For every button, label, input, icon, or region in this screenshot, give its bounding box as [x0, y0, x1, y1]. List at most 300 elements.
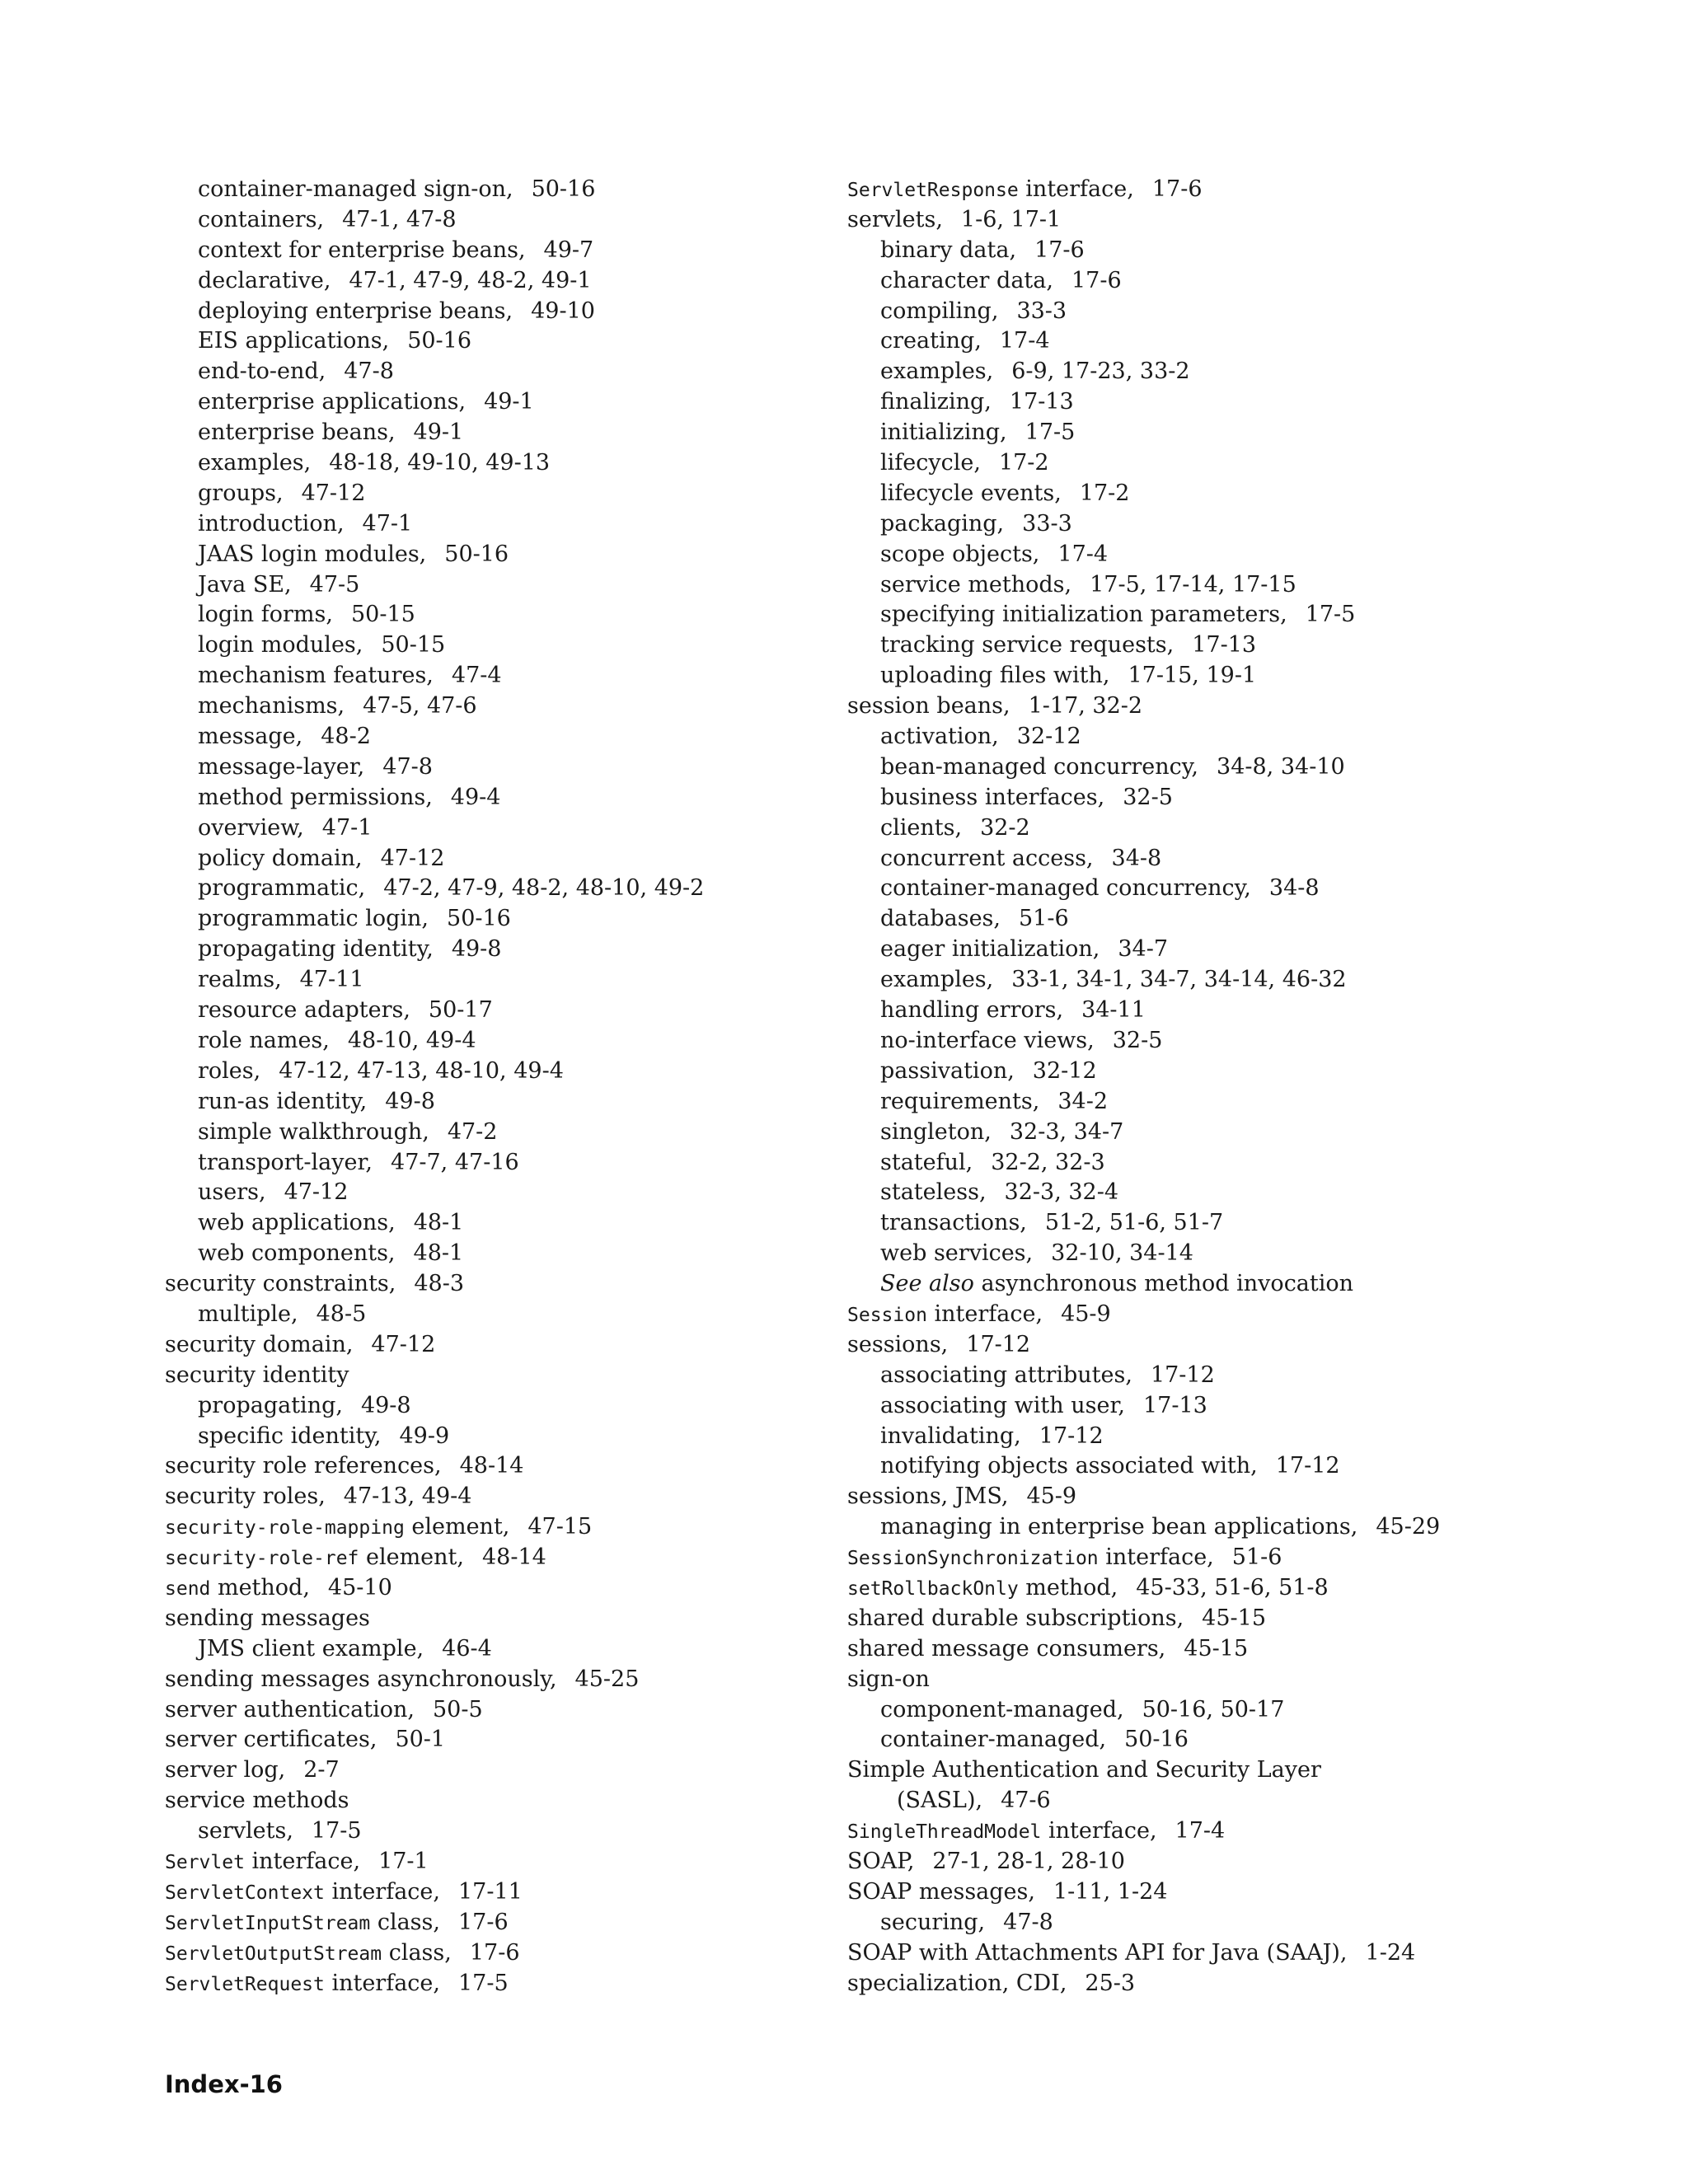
index-entry — [847, 691, 1573, 722]
index-term: securing, — [880, 1909, 986, 1935]
index-term: clients, — [880, 814, 963, 841]
index-term: sessions, — [847, 1331, 949, 1357]
index-term: security domain, — [165, 1331, 354, 1357]
index-page-refs: 49-1 — [484, 389, 534, 415]
index-page-refs: 47-6 — [1001, 1788, 1051, 1814]
index-page-refs: 45-25 — [574, 1666, 640, 1692]
index-page-refs: 48-18, 49-10, 49-13 — [329, 450, 551, 476]
index-entry — [847, 1543, 1573, 1573]
index-term: programmatic, — [198, 875, 366, 902]
index-term: mechanisms, — [198, 693, 345, 719]
index-term: interface, — [1041, 1818, 1157, 1844]
index-page-refs: 17-4 — [1057, 541, 1109, 567]
index-term: web services, — [880, 1240, 1034, 1267]
index-entry — [165, 691, 808, 722]
index-page-refs: 1-24 — [1365, 1939, 1416, 1966]
index-entry — [165, 570, 808, 601]
index-term: run-as identity, — [198, 1088, 368, 1114]
index-entry — [847, 1573, 1573, 1604]
index-page-refs: 47-12, 47-13, 48-10, 49-4 — [279, 1057, 564, 1084]
index-entry — [165, 996, 808, 1026]
index-page-refs: 47-5, 47-6 — [363, 693, 477, 719]
index-page-refs: 1-11, 1-24 — [1053, 1878, 1168, 1905]
index-term-code: SingleThreadModel — [847, 1821, 1042, 1844]
index-term: groups, — [198, 480, 284, 506]
index-entry — [847, 844, 1573, 874]
index-entry — [847, 1512, 1573, 1543]
index-page-refs: 47-1, 47-9, 48-2, 49-1 — [349, 267, 592, 293]
index-term: mechanism features, — [198, 663, 434, 689]
index-entry — [847, 935, 1573, 965]
index-term: roles, — [198, 1057, 261, 1084]
index-page-refs: 33-3 — [1016, 298, 1067, 324]
index-page-refs: 17-6 — [1034, 237, 1085, 263]
index-entry — [847, 904, 1573, 935]
index-term-code: ServletInputStream — [165, 1912, 371, 1934]
index-column-right — [847, 175, 1573, 1999]
index-entry — [165, 205, 808, 236]
index-term: method, — [210, 1574, 310, 1601]
index-entry — [847, 996, 1573, 1026]
index-page-refs: 17-13 — [1192, 632, 1257, 658]
index-term: sending messages — [165, 1605, 370, 1631]
index-entry — [847, 326, 1573, 357]
index-page-refs: 27-1, 28-1, 28-10 — [932, 1848, 1125, 1874]
index-term: associating with user, — [880, 1392, 1125, 1418]
index-term: class, — [370, 1909, 440, 1935]
index-entry — [165, 1816, 808, 1847]
index-page-refs: 33-3 — [1022, 510, 1072, 537]
index-entry — [847, 965, 1573, 996]
index-entry — [847, 1026, 1573, 1057]
index-entry — [847, 874, 1573, 904]
index-entry — [165, 175, 808, 205]
index-entry — [165, 1118, 808, 1148]
index-entry — [165, 1178, 808, 1208]
index-page-refs: 47-8 — [382, 753, 433, 780]
index-entry — [165, 479, 808, 509]
index-page-refs: 49-1 — [413, 419, 464, 446]
index-page-refs: 17-13 — [1009, 389, 1074, 415]
index-term: introduction, — [198, 510, 345, 537]
index-entry — [847, 1148, 1573, 1179]
index-entry — [165, 844, 808, 874]
index-page-refs: 32-2, 32-3 — [991, 1149, 1105, 1175]
index-entry — [165, 448, 808, 479]
index-entry — [847, 1178, 1573, 1208]
index-page-refs: 17-5 — [311, 1818, 362, 1844]
index-entry — [165, 1908, 808, 1938]
index-term: associating attributes, — [880, 1361, 1132, 1388]
index-term: propagating identity, — [198, 936, 434, 963]
index-term: managing in enterprise bean applications, — [880, 1514, 1358, 1540]
index-term: interface, — [244, 1848, 361, 1874]
index-term: JMS client example, — [198, 1635, 424, 1661]
index-term: Simple Authentication and Security Layer — [847, 1757, 1321, 1783]
index-page-refs: 47-13, 49-4 — [343, 1483, 472, 1510]
index-page-refs: 32-12 — [1016, 724, 1081, 750]
index-page-refs: 2-7 — [303, 1757, 340, 1783]
index-entry — [847, 1969, 1573, 1999]
index-term: examples, — [880, 967, 994, 993]
index-page-refs: 47-15 — [528, 1514, 593, 1540]
index-entry — [847, 1786, 1573, 1816]
index-term: interface, — [1098, 1544, 1214, 1571]
index-term-code: security-role-mapping — [165, 1517, 405, 1540]
index-page-refs: 47-1 — [321, 814, 373, 841]
index-entry — [847, 205, 1573, 236]
index-entry — [847, 1847, 1573, 1877]
index-entry — [165, 1269, 808, 1300]
index-page-refs: 32-3, 34-7 — [1009, 1118, 1124, 1145]
index-term-code: SessionSynchronization — [847, 1548, 1099, 1570]
index-page-refs: 47-2, 47-9, 48-2, 48-10, 49-2 — [383, 875, 705, 902]
index-term: packaging, — [880, 510, 1005, 537]
index-page-refs: 50-16 — [531, 176, 596, 202]
index-page-refs: 49-7 — [543, 237, 594, 263]
index-page-refs: 17-12 — [966, 1331, 1031, 1357]
index-term: security roles, — [165, 1483, 326, 1510]
index-term: propagating, — [198, 1392, 343, 1418]
index-term: specific identity, — [198, 1422, 382, 1449]
index-entry — [165, 1665, 808, 1695]
index-term-code: ServletOutputStream — [165, 1943, 382, 1965]
index-entry — [847, 813, 1573, 844]
index-entry — [847, 1482, 1573, 1512]
index-entry — [165, 1361, 808, 1391]
index-entry — [165, 874, 808, 904]
index-term: no-interface views, — [880, 1027, 1095, 1053]
index-term: shared durable subscriptions, — [847, 1605, 1184, 1631]
index-term: sign-on — [847, 1666, 930, 1692]
index-entry — [165, 1543, 808, 1573]
index-page-refs: 48-10, 49-4 — [347, 1027, 476, 1053]
index-entry — [847, 1361, 1573, 1391]
index-entry — [165, 1634, 808, 1665]
index-page-refs: 50-15 — [381, 632, 446, 658]
index-term: Java SE, — [198, 571, 292, 598]
index-page-refs: 17-11 — [458, 1878, 523, 1905]
index-term: role names, — [198, 1027, 330, 1053]
index-entry — [165, 1938, 808, 1969]
index-page-refs: 46-4 — [442, 1635, 492, 1661]
index-entry — [165, 509, 808, 540]
index-term-code: security-role-ref — [165, 1548, 359, 1570]
index-entry — [847, 540, 1573, 570]
index-entry — [165, 326, 808, 357]
index-page-refs: 47-8 — [1003, 1909, 1053, 1935]
index-term: sending messages asynchronously, — [165, 1666, 557, 1692]
index-page-refs: 47-12 — [284, 1179, 349, 1206]
index-term: handling errors, — [880, 997, 1064, 1024]
index-term: sessions, JMS, — [847, 1483, 1009, 1510]
index-term: examples, — [880, 359, 994, 385]
index-page-refs: 50-16 — [1124, 1727, 1189, 1753]
index-entry — [165, 1300, 808, 1330]
index-term: class, — [382, 1939, 452, 1966]
index-page-refs: 51-2, 51-6, 51-7 — [1044, 1210, 1224, 1236]
index-term: examples, — [198, 450, 312, 476]
index-term: multiple, — [198, 1301, 298, 1327]
index-page-refs: 17-4 — [999, 328, 1050, 354]
index-entry — [165, 1148, 808, 1179]
index-term: security role references, — [165, 1453, 442, 1479]
index-page-refs: 50-16 — [407, 328, 472, 354]
index-term: JAAS login modules, — [198, 541, 427, 567]
index-entry — [165, 1604, 808, 1634]
index-entry — [847, 1634, 1573, 1665]
index-page-refs: 17-6 — [469, 1939, 520, 1966]
index-term: programmatic login, — [198, 906, 429, 932]
index-term: interface, — [926, 1301, 1043, 1327]
index-page-refs: 47-7, 47-16 — [391, 1149, 519, 1175]
index-page-refs: 32-2 — [980, 814, 1030, 841]
index-term: scope objects, — [880, 541, 1040, 567]
index-page-refs: 50-1 — [395, 1727, 446, 1753]
index-term: service methods, — [880, 571, 1072, 598]
index-entry — [165, 1208, 808, 1239]
index-entry — [165, 1786, 808, 1816]
index-page-refs: 48-5 — [316, 1301, 367, 1327]
index-page-refs: 17-4 — [1175, 1818, 1226, 1844]
index-page-refs: 47-8 — [344, 359, 394, 385]
index-entry — [847, 1239, 1573, 1269]
index-entry — [847, 1391, 1573, 1422]
index-entry — [847, 1330, 1573, 1361]
index-term: binary data, — [880, 237, 1017, 263]
index-term-code: setRollbackOnly — [847, 1577, 1019, 1600]
index-page-refs: 50-15 — [350, 602, 415, 628]
index-term: SOAP with Attachments API for Java (SAAJ), — [847, 1939, 1348, 1966]
index-term: end-to-end, — [198, 359, 326, 385]
index-term: login modules, — [198, 632, 363, 658]
index-term: activation, — [880, 724, 999, 750]
index-page-refs: 45-33, 51-6, 51-8 — [1136, 1574, 1329, 1601]
index-term: message-layer, — [198, 753, 365, 780]
index-term: containers, — [198, 206, 325, 232]
index-term: transactions, — [880, 1210, 1027, 1236]
index-page-refs: 47-12 — [301, 480, 366, 506]
index-entry — [165, 1057, 808, 1087]
index-entry — [165, 418, 808, 448]
index-entry — [165, 1482, 808, 1512]
index-term: finalizing, — [880, 389, 992, 415]
index-page-refs: 17-2 — [998, 450, 1049, 476]
index-term: transport-layer, — [198, 1149, 373, 1175]
index-term: initializing, — [880, 419, 1007, 446]
index-page-refs: 45-15 — [1184, 1635, 1249, 1661]
index-page-refs: 51-6 — [1231, 1544, 1282, 1571]
index-term: character data, — [880, 267, 1053, 293]
index-entry — [165, 783, 808, 813]
index-term: creating, — [880, 328, 982, 354]
index-term-code: Servlet — [165, 1851, 245, 1873]
index-entry — [165, 357, 808, 387]
index-page-refs: 45-9 — [1061, 1301, 1111, 1327]
index-term: requirements, — [880, 1088, 1040, 1114]
index-entry — [847, 1118, 1573, 1148]
index-page-refs: 45-10 — [327, 1574, 392, 1601]
index-page-refs: 34-8 — [1111, 845, 1162, 871]
index-page-refs: 34-8, 34-10 — [1217, 753, 1345, 780]
index-term: tracking service requests, — [880, 632, 1175, 658]
index-entry — [165, 297, 808, 327]
index-page-refs: 17-2 — [1079, 480, 1130, 506]
index-entry — [165, 1026, 808, 1057]
index-page-refs: 17-12 — [1039, 1422, 1104, 1449]
index-entry — [847, 1938, 1573, 1969]
index-entry — [165, 661, 808, 691]
index-page-refs: 32-5 — [1123, 784, 1173, 810]
index-term: concurrent access, — [880, 845, 1094, 871]
index-entry — [847, 752, 1573, 783]
index-term: realms, — [198, 967, 282, 993]
index-page-refs: 50-5 — [432, 1696, 483, 1722]
index-entry — [165, 1330, 808, 1361]
page-number: Index-16 — [165, 2070, 283, 2098]
index-term: session beans, — [847, 693, 1010, 719]
index-page-refs: 17-12 — [1275, 1453, 1340, 1479]
index-entry — [847, 570, 1573, 601]
index-entry — [847, 266, 1573, 297]
index-entry — [165, 1451, 808, 1482]
index-entry — [847, 661, 1573, 691]
index-term: invalidating, — [880, 1422, 1021, 1449]
index-page-refs: 47-5 — [309, 571, 360, 598]
index-page-refs: 47-12 — [380, 845, 445, 871]
index-entry — [847, 1695, 1573, 1726]
index-entry — [165, 1573, 808, 1604]
index-term: overview, — [198, 814, 304, 841]
index-term: specifying initialization parameters, — [880, 602, 1287, 628]
index-term: deploying enterprise beans, — [198, 298, 513, 324]
index-term: component-managed, — [880, 1696, 1124, 1722]
index-entry — [847, 1665, 1573, 1695]
index-entry — [165, 540, 808, 570]
index-entry — [165, 965, 808, 996]
index-term: eager initialization, — [880, 936, 1100, 963]
index-entry — [165, 813, 808, 844]
index-page-refs: 47-11 — [299, 967, 364, 993]
index-page-refs: 48-14 — [481, 1544, 546, 1571]
index-page-refs: 45-9 — [1026, 1483, 1077, 1510]
index-term: security constraints, — [165, 1271, 396, 1297]
index-page-refs: 1-17, 32-2 — [1028, 693, 1143, 719]
index-term: service methods — [165, 1788, 349, 1814]
index-entry — [847, 1208, 1573, 1239]
index-entry — [847, 1604, 1573, 1634]
index-page-refs: 50-16 — [447, 906, 511, 932]
index-entry — [847, 783, 1573, 813]
index-term: container-managed, — [880, 1727, 1107, 1753]
index-page-refs: 47-1 — [362, 510, 413, 537]
index-term-code: Session — [847, 1304, 927, 1326]
index-entry — [847, 1908, 1573, 1938]
index-term: server log, — [165, 1757, 286, 1783]
index-entry — [847, 1422, 1573, 1452]
index-term: servlets, — [198, 1818, 293, 1844]
index-page-refs: 32-5 — [1112, 1027, 1163, 1053]
index-column-left — [165, 175, 808, 1999]
index-page-refs: 33-1, 34-1, 34-7, 34-14, 46-32 — [1011, 967, 1347, 993]
index-page-refs: 49-8 — [451, 936, 502, 963]
index-page-refs: 17-6 — [1071, 267, 1122, 293]
index-entry — [847, 236, 1573, 266]
index-entry — [847, 630, 1573, 661]
index-page-refs: 34-11 — [1081, 997, 1146, 1024]
index-page-refs: 34-8 — [1268, 875, 1320, 902]
index-page-refs: 17-5, 17-14, 17-15 — [1090, 571, 1296, 598]
index-page-refs: 17-5 — [458, 1970, 509, 1996]
index-page-refs: 17-5 — [1305, 602, 1356, 628]
index-entry — [847, 722, 1573, 752]
index-page-refs: 49-10 — [531, 298, 595, 324]
index-term: declarative, — [198, 267, 331, 293]
index-entry — [165, 1969, 808, 1999]
index-term: login forms, — [198, 602, 333, 628]
index-entry — [847, 1269, 1573, 1300]
index-entry — [165, 1725, 808, 1755]
index-page-refs: 25-3 — [1085, 1970, 1136, 1996]
index-term: message, — [198, 724, 303, 750]
index-term: notifying objects associated with, — [880, 1453, 1258, 1479]
index-term-code: ServletRequest — [165, 1973, 325, 1995]
index-entry — [165, 1877, 808, 1908]
index-page-refs: 17-15, 19-1 — [1128, 663, 1257, 689]
index-page-refs: 17-13 — [1142, 1392, 1207, 1418]
index-term: databases, — [880, 906, 1001, 932]
index-page-refs: 50-16 — [444, 541, 509, 567]
index-term: users, — [198, 1179, 266, 1206]
index-term-code: ServletContext — [165, 1882, 325, 1904]
index-term: policy domain, — [198, 845, 363, 871]
index-entry — [847, 600, 1573, 630]
index-entry — [847, 1816, 1573, 1847]
index-page-refs: 6-9, 17-23, 33-2 — [1011, 359, 1190, 385]
index-term: specialization, CDI, — [847, 1970, 1067, 1996]
index-term: compiling, — [880, 298, 999, 324]
index-term: container-managed concurrency, — [880, 875, 1251, 902]
index-page-refs: 48-3 — [414, 1271, 465, 1297]
index-term: (SASL), — [897, 1788, 983, 1814]
index-entry — [847, 1725, 1573, 1755]
index-term: interface, — [324, 1970, 440, 1996]
index-page-refs: 17-12 — [1150, 1361, 1215, 1388]
index-entry — [847, 1755, 1573, 1786]
index-term: simple walkthrough, — [198, 1118, 429, 1145]
index-term-code: ServletResponse — [847, 180, 1019, 201]
index-page-refs: 49-9 — [399, 1422, 450, 1449]
index-entry — [165, 630, 808, 661]
index-term: container-managed sign-on, — [198, 176, 513, 202]
index-term: interface, — [324, 1878, 440, 1905]
index-entry — [165, 1512, 808, 1543]
index-entry — [847, 509, 1573, 540]
index-page-refs: 32-3, 32-4 — [1004, 1179, 1119, 1206]
index-term: web components, — [198, 1240, 396, 1267]
index-entry — [847, 448, 1573, 479]
index-entry — [847, 418, 1573, 448]
index-term: method, — [1018, 1574, 1118, 1601]
index-term: bean-managed concurrency, — [880, 753, 1199, 780]
index-page-refs: 51-6 — [1018, 906, 1069, 932]
index-entry — [847, 1300, 1573, 1330]
index-term: stateful, — [880, 1149, 973, 1175]
index-term: server certificates, — [165, 1727, 377, 1753]
index-page-refs: 45-29 — [1376, 1514, 1441, 1540]
index-page-refs: 17-5 — [1025, 419, 1076, 446]
index-term: SOAP, — [847, 1848, 915, 1874]
